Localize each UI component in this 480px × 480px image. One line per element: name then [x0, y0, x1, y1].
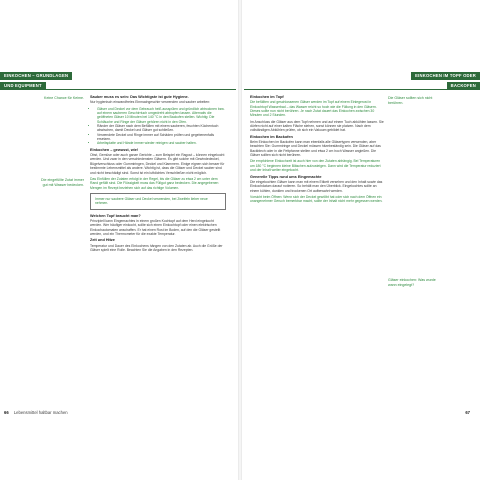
- right-section-heading-2: Einkochen im Backofen: [250, 134, 293, 139]
- list-item: • Ränder der Gläser nach dem Befüllen mit einem sauberen, feuchten Küchentuch abwischen, damit Deckel und Gläser gut schließen.: [97, 124, 226, 133]
- left-hygiene-list: [90, 107, 226, 146]
- right-section-1-p2: Im Anschluss die Gläser aus dem Topf nehmen und auf einem Tuch abkühlen lassen. Sie dürfen nicht auf einer kalten Fläche stehen, sonst können sie platzen. Nach dem vollständigen Abkühlen prüfen, ob sich ein Vakuum gebildet hat.: [250, 119, 384, 133]
- right-header-main: EINKOCHEN IM TOPF ODER: [411, 72, 480, 80]
- right-section-2-p1: Beim Einkochen im Backofen kann man ebenfalls alle Gläsertypen verwenden, aber beachten Sie: Gummiringe und Deckel müssen hitzebeständig sein. Die Gläser auf das Backblech oder in die Fettpfanne stellen und etwa 2 cm hoch Wasser angießen. Die Gläser sollten sich nicht berühren.: [250, 140, 381, 158]
- left-footer-title: Lebensmittel haltbar machen: [13, 410, 68, 415]
- left-section-heading-4: Zeit und Hitze: [90, 238, 115, 243]
- right-section-2-p2: Die empfohlene Einkochzeit ist auch hier von den Zutaten abhängig. Bei Temperaturen um 180 °C beginnen kleine Bläschen aufzusteigen. Dann wird die Temperatur reduziert und der Inhalt weiter eingekocht.: [250, 159, 381, 173]
- left-text-column: [90, 93, 226, 254]
- left-side-note-1: Keine Chance für Keime.: [44, 96, 84, 100]
- right-header-sub: BACKOFEN: [447, 82, 480, 90]
- right-section-3-p2: Vorsicht beim Öffnen: Wenn sich der Deckel gewölbt hat oder sich nach dem Öffnen ein unangenehmer Geruch bemerkbar macht, sollte der Inhalt nicht mehr gegessen werden.: [250, 194, 383, 204]
- right-header-rule: [244, 89, 480, 90]
- right-footer: [465, 410, 474, 415]
- left-side-note-2: Die eingefüllte Zutat immer gut mit Wasser bedecken.: [41, 178, 84, 187]
- left-header-rule: [0, 89, 236, 90]
- list-item: • Gläser und Deckel vor dem Gebrauch heiß ausspülen und gründlich abtrocknen bzw. auf einem sauberen Geschirrtuch umgedreht abtropfen lassen. Alternativ die geöffneten Gläser 10 Minuten bei 140 °C in den Backofen stellen. Wichtig: Die Schläuche und Ringe der Gläser gehören nicht in den Ofen.: [97, 107, 226, 124]
- list-item: • Verwendete Deckel und Ringe immer auf Schäden prüfen und gegebenenfalls ersetzen.: [97, 133, 226, 142]
- right-section-3-p1: Die eingekochten Gläser kann man mit einem Etikett versehen und den Inhalt sowie das Einkochdatum darauf notieren. So behält man den Überblick. Eingekochtes sollte an einem kühlen, dunklen und trockenen Ort aufbewahrt werden.: [250, 179, 383, 193]
- left-section-heading-3: Welchen Topf braucht man?: [90, 213, 141, 218]
- left-section-2-p2: Das Einfüllen der Zutaten erfolgt in der Regel, bis die Gläser zu etwa 2 cm unter dem Rand gefüllt sind. Die Flüssigkeit muss das Füllgut ganz bedecken. Die angegebenen Mengen im Rezept beziehen sich auf das richtige Volumen.: [90, 176, 219, 190]
- left-section-3-p2: Temperatur und Dauer des Einkochens hängen von den Zutaten ab. Auch die Größe der Gläser spielt eine Rolle. Beachten Sie die Angaben in den Rezepten.: [90, 243, 223, 252]
- left-header-main: EINKOCHEN – GRUNDLAGEN: [0, 72, 72, 80]
- left-intro-text: Nur hygienisch einwandfreies Einmachgeschirr verwenden und sauber arbeiten:: [90, 100, 211, 105]
- right-section-heading-3: Generelle Tipps rund ums Eingemachte: [250, 174, 322, 179]
- right-text-column: [250, 93, 384, 206]
- left-section-heading-2: Einkochen – gewusst, wie!: [90, 147, 139, 152]
- right-section-1-p1: Die befüllten und geschlossenen Gläser werden im Topf auf einem Einlegerost in Einkochtopf Wasserbad – das Wasser reicht so hoch wie die Füllung in den Gläsern. Dieses sollte nun nicht berühren. Je nach Zutat dauert das Einkochen zwischen 30 Minuten und 2 Stunden.: [250, 100, 377, 118]
- tip-box: Immer nur saubere Gläser und Deckel verwenden, bei Zweifeln lieber neue nehmen.: [90, 193, 226, 210]
- right-section-heading-1: Einkochen im Topf: [250, 95, 284, 99]
- right-side-note-2: Gläser einkochen: Was wurde wann eingelegt?: [388, 278, 436, 287]
- left-section-2-p1: Obst, Gemüse oder auch ganze Gerichte – zum Beispiel ein Ragout – können eingekocht werden. Und zwar in den verschiedensten Gläsern. Es gibt solche mit Gewindedeckel, Bügelverschluss oder Gummiringen, Deckel und Klammern. Einige eignen sich besser für bestimmte Lebensmittel als andere. Wichtig ist, dass die Gläser und Deckel sauber sind und nicht beschädigt sind. Sonst ist ein luftdichtes Verschließen nicht möglich.: [90, 153, 225, 175]
- left-header-sub: UND EQUIPMENT: [0, 82, 46, 90]
- right-page-number: 67: [465, 410, 470, 415]
- right-side-note-1: Die Gläser sollten sich nicht berühren.: [388, 96, 433, 105]
- left-page-number: 66: [4, 410, 9, 415]
- page-gutter: [238, 0, 242, 480]
- left-footer: [4, 410, 68, 415]
- left-intro-heading: Sauber muss es sein: Das Wichtigste ist gute Hygiene.: [90, 95, 189, 99]
- left-section-3-p1: Prinzipiell kann Eingemachtes in einem großen Kochtopf auf dem Herd eingekocht werden. Wer häufiger einkocht, sollte sich einen Einkochtopf oder einen elektrischen Einkochautomaten anschaffen. Er hat einen Rost im Boden, auf den die Gläser gestellt werden, und ein Thermometer für die exakte Temperatur.: [90, 218, 221, 236]
- list-item: • Arbeitsplatte und Hände immer wieder reinigen und sauber halten.: [97, 141, 226, 145]
